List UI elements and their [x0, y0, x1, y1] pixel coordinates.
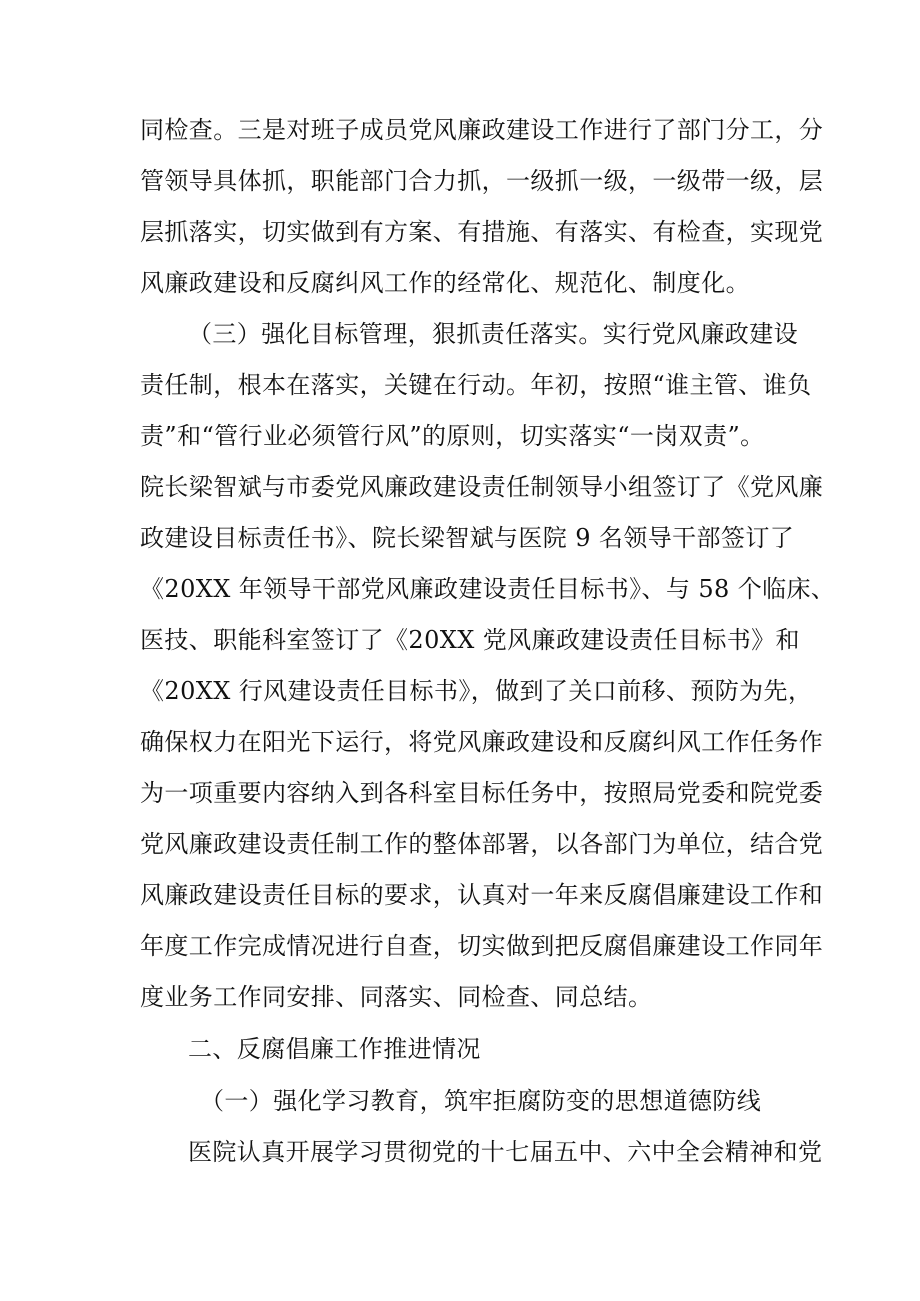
- text-line-8: 院长梁智斌与市委党风廉政建设责任制领导小组签订了《党风廉: [140, 473, 824, 501]
- section-heading-two: 二、反腐倡廉工作推进情况: [188, 1035, 481, 1063]
- section-heading-three: （三）强化目标管理，狠抓责任落实。实行党风廉政建设: [188, 320, 798, 348]
- text-line-14: 为一项重要内容纳入到各科室目标任务中，按照局党委和院党委: [140, 779, 824, 807]
- text-line-6: 责任制，根本在落实，关键在行动。年初，按照“谁主管、谁负: [140, 371, 812, 399]
- text-line-13: 确保权力在阳光下运行，将党风廉政建设和反腐纠风工作任务作: [140, 728, 824, 756]
- text-line-9: 政建设目标责任书》、院长梁智斌与医院 9 名领导干部签订了: [140, 524, 795, 552]
- text-line-21: 医院认真开展学习贯彻党的十七届五中、六中全会精神和党: [188, 1138, 823, 1166]
- text-line-3: 层抓落实，切实做到有方案、有措施、有落实、有检查，实现党: [140, 218, 824, 246]
- text-line-16: 风廉政建设责任目标的要求，认真对一年来反腐倡廉建设工作和: [140, 881, 824, 909]
- text-line-15: 党风廉政建设责任制工作的整体部署，以各部门为单位，结合党: [140, 830, 824, 858]
- text-line-4: 风廉政建设和反腐纠风工作的经常化、规范化、制度化。: [140, 269, 750, 297]
- text-line-10: 《20XX 年领导干部党风廉政建设责任目标书》、与 58 个临床、: [140, 575, 836, 603]
- text-line-1: 同检查。三是对班子成员党风廉政建设工作进行了部门分工，分: [140, 116, 824, 144]
- text-line-18: 度业务工作同安排、同落实、同检查、同总结。: [140, 983, 653, 1011]
- text-line-11: 医技、职能科室签订了《20XX 党风廉政建设责任目标书》和: [140, 626, 800, 654]
- text-line-2: 管领导具体抓，职能部门合力抓，一级抓一级，一级带一级，层: [140, 167, 824, 195]
- subsection-heading-one: （一）强化学习教育，筑牢拒腐防变的思想道德防线: [200, 1087, 762, 1115]
- text-line-7: 责”和“管行业必须管行风”的原则，切实落实“一岗双责”。: [140, 422, 765, 450]
- text-line-12: 《20XX 行风建设责任目标书》，做到了关口前移、预防为先，: [140, 677, 813, 705]
- text-line-17: 年度工作完成情况进行自查，切实做到把反腐倡廉建设工作同年: [140, 932, 824, 960]
